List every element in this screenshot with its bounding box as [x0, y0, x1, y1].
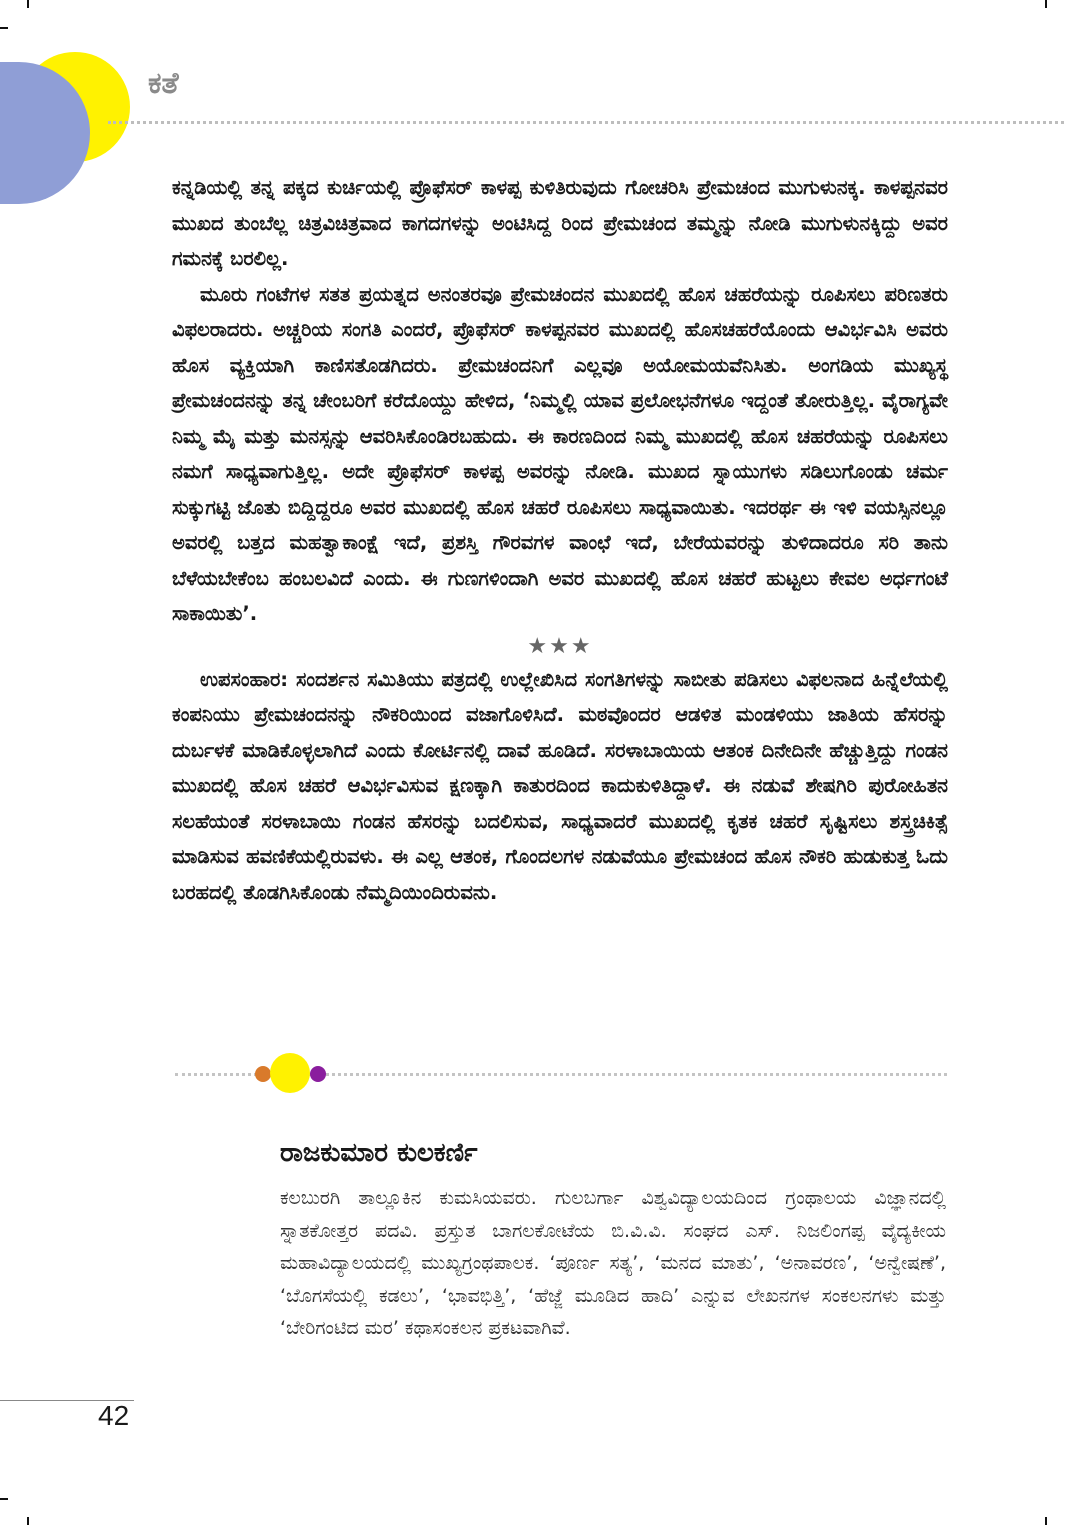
crop-mark	[0, 27, 8, 29]
author-name: ರಾಜಕುಮಾರ ಕುಲಕರ್ಣಿ	[280, 1138, 478, 1168]
crop-mark	[0, 1498, 8, 1500]
header-divider	[108, 121, 1064, 124]
crop-mark	[27, 1517, 29, 1525]
epilogue-paragraph: ಉಪಸಂಹಾರ: ಸಂದರ್ಶನ ಸಮಿತಿಯು ಪತ್ರದಲ್ಲಿ ಉಲ್ಲೇಖಿಸಿದ ಸಂಗತಿಗಳನ್ನು ಸಾಬೀತು ಪಡಿಸಲು ವಿಫಲನಾದ ಹಿನ್ನೆಲೆಯಲ್ಲಿ ಕಂಪನಿಯು ಪ್ರೇಮಚಂದನನ್ನು ನೌಕರಿಯಿಂದ ವಜಾಗೊಳಿಸಿದೆ. ಮಠವೊಂದರ ಆಡಳಿತ ಮಂಡಳಿಯು ಜಾತಿಯ ಹೆಸರನ್ನು ದುರ್ಬಳಕೆ ಮಾಡಿಕೊಳ್ಳಲಾಗಿದೆ ಎಂದು ಕೋರ್ಟಿನಲ್ಲಿ ದಾವೆ ಹೂಡಿದೆ. ಸರಳಾಬಾಯಿಯ ಆತಂಕ ದಿನೇದಿನೇ ಹೆಚ್ಚುತ್ತಿದ್ದು ಗಂಡನ ಮುಖದಲ್ಲಿ ಹೊಸ ಚಹರೆ ಆವಿರ್ಭವಿಸುವ ಕ್ಷಣಕ್ಕಾಗಿ ಕಾತುರದಿಂದ ಕಾದುಕುಳಿತಿದ್ದಾಳೆ. ಈ ನಡುವೆ ಶೇಷಗಿರಿ ಪುರೋಹಿತನ ಸಲಹೆಯಂತೆ ಸರಳಾಬಾಯಿ ಗಂಡನ ಹೆಸರನ್ನು ಬದಲಿಸುವ, ಸಾಧ್ಯವಾದರೆ ಮುಖದಲ್ಲಿ ಕೃತಕ ಚಹರೆ ಸೃಷ್ಟಿಸಲು ಶಸ್ತ್ರಚಿಕಿತ್ಸೆ ಮಾಡಿಸುವ ಹವಣಿಕೆಯಲ್ಲಿರುವಳು. ಈ ಎಲ್ಲ ಆತಂಕ, ಗೊಂದಲಗಳ ನಡುವೆಯೂ ಪ್ರೇಮಚಂದ ಹೊಸ ನೌಕರಿ ಹುಡುಕುತ್ತ ಓದು ಬರಹದಲ್ಲಿ ತೊಡಗಿಸಿಕೊಂಡು ನೆಮ್ಮದಿಯಿಂದಿರುವನು.	[172, 667, 948, 904]
section-break-stars: ★★★	[527, 633, 593, 659]
crop-mark	[1045, 0, 1047, 8]
author-bio: ಕಲಬುರಗಿ ತಾಲ್ಲೂಕಿನ ಕುಮಸಿಯವರು. ಗುಲಬರ್ಗಾ ವಿಶ್ವವಿದ್ಯಾಲಯದಿಂದ ಗ್ರಂಥಾಲಯ ವಿಜ್ಞಾನದಲ್ಲಿ ಸ್ನಾತಕೋತ್ತರ ಪದವಿ. ಪ್ರಸ್ತುತ ಬಾಗಲಕೋಟೆಯ ಬಿ.ವಿ.ವಿ. ಸಂಘದ ಎಸ್. ನಿಜಲಿಂಗಪ್ಪ ವೈದ್ಯಕೀಯ ಮಹಾವಿದ್ಯಾಲಯದಲ್ಲಿ ಮುಖ್ಯಗ್ರಂಥಪಾಲಕ. ‘ಪೂರ್ಣ ಸತ್ಯ’, ‘ಮನದ ಮಾತು’, ‘ಅನಾವರಣ’, ‘ಅನ್ವೇಷಣೆ’, ‘ಬೊಗಸೆಯಲ್ಲಿ ಕಡಲು’, ‘ಭಾವಭಿತ್ತಿ’, ‘ಹೆಜ್ಜೆ ಮೂಡಿದ ಹಾದಿ’ ಎನ್ನುವ ಲೇಖನಗಳ ಸಂಕಲನಗಳು ಮತ್ತು ‘ಬೇರಿಗಂಟಿದ ಮರ’ ಕಥಾಸಂಕಲನ ಪ್ರಕಟವಾಗಿವೆ.	[280, 1187, 946, 1339]
story-paragraph: ಮೂರು ಗಂಟೆಗಳ ಸತತ ಪ್ರಯತ್ನದ ಅನಂತರವೂ ಪ್ರೇಮಚಂದನ ಮುಖದಲ್ಲಿ ಹೊಸ ಚಹರೆಯನ್ನು ರೂಪಿಸಲು ಪರಿಣತರು ವಿಫಲರಾದರು. ಅಚ್ಚರಿಯ ಸಂಗತಿ ಎಂದರೆ, ಪ್ರೊಫೆಸರ್ ಕಾಳಪ್ಪನವರ ಮುಖದಲ್ಲಿ ಹೊಸಚಹರೆಯೊಂದು ಆವಿರ್ಭವಿಸಿ ಅವರು ಹೊಸ ವ್ಯಕ್ತಿಯಾಗಿ ಕಾಣಿಸತೊಡಗಿದರು. ಪ್ರೇಮಚಂದನಿಗೆ ಎಲ್ಲವೂ ಅಯೋಮಯವೆನಿಸಿತು. ಅಂಗಡಿಯ ಮುಖ್ಯಸ್ಥ ಪ್ರೇಮಚಂದನನ್ನು ತನ್ನ ಚೇಂಬರಿಗೆ ಕರೆದೊಯ್ದು ಹೇಳಿದ, ‘ನಿಮ್ಮಲ್ಲಿ ಯಾವ ಪ್ರಲೋಭನೆಗಳೂ ಇದ್ದಂತೆ ತೋರುತ್ತಿಲ್ಲ. ವೈರಾಗ್ಯವೇ ನಿಮ್ಮ ಮೈ ಮತ್ತು ಮನಸ್ಸನ್ನು ಆವರಿಸಿಕೊಂಡಿರಬಹುದು. ಈ ಕಾರಣದಿಂದ ನಿಮ್ಮ ಮುಖದಲ್ಲಿ ಹೊಸ ಚಹರೆಯನ್ನು ರೂಪಿಸಲು ನಮಗೆ ಸಾಧ್ಯವಾಗುತ್ತಿಲ್ಲ. ಅದೇ ಪ್ರೊಫೆಸರ್ ಕಾಳಪ್ಪ ಅವರನ್ನು ನೋಡಿ. ಮುಖದ ಸ್ನಾಯುಗಳು ಸಡಿಲುಗೊಂಡು ಚರ್ಮ ಸುಕ್ಕುಗಟ್ಟಿ ಜೊತು ಬಿದ್ದಿದ್ದರೂ ಅವರ ಮುಖದಲ್ಲಿ ಹೊಸ ಚಹರೆ ರೂಪಿಸಲು ಸಾಧ್ಯವಾಯಿತು. ಇದರರ್ಥ ಈ ಇಳಿ ವಯಸ್ಸಿನಲ್ಲೂ ಅವರಲ್ಲಿ ಬತ್ತದ ಮಹತ್ವಾಕಾಂಕ್ಷೆ ಇದೆ, ಪ್ರಶಸ್ತಿ ಗೌರವಗಳ ವಾಂಛೆ ಇದೆ, ಬೇರೆಯವರನ್ನು ತುಳಿದಾದರೂ ಸರಿ ತಾನು ಬೆಳೆಯಬೇಕೆಂಬ ಹಂಬಲವಿದೆ ಎಂದು. ಈ ಗುಣಗಳಿಂದಾಗಿ ಅವರ ಮುಖದಲ್ಲಿ ಹೊಸ ಚಹರೆ ಹುಟ್ಟಲು ಕೇವಲ ಅರ್ಧಗಂಟೆ ಸಾಕಾಯಿತು’.	[172, 282, 948, 625]
crop-mark	[27, 0, 29, 8]
decorative-purple-dot	[310, 1066, 326, 1082]
crop-mark	[1045, 1517, 1047, 1525]
story-paragraph: ಕನ್ನಡಿಯಲ್ಲಿ ತನ್ನ ಪಕ್ಕದ ಕುರ್ಚಿಯಲ್ಲಿ ಪ್ರೊಫೆಸರ್ ಕಾಳಪ್ಪ ಕುಳಿತಿರುವುದು ಗೋಚರಿಸಿ ಪ್ರೇಮಚಂದ ಮುಗುಳುನಕ್ಕ. ಕಾಳಪ್ಪನವರ ಮುಖದ ತುಂಬೆಲ್ಲ ಚಿತ್ರವಿಚಿತ್ರವಾದ ಕಾಗದಗಳನ್ನು ಅಂಟಿಸಿದ್ದ ರಿಂದ ಪ್ರೇಮಚಂದ ತಮ್ಮನ್ನು ನೋಡಿ ಮುಗುಳುನಕ್ಕಿದ್ದು ಅವರ ಗಮನಕ್ಕೆ ಬರಲಿಲ್ಲ.	[172, 176, 948, 270]
decorative-yellow-dot	[270, 1053, 310, 1093]
section-title: ಕತೆ	[148, 66, 179, 101]
page-number: 42	[98, 1400, 130, 1431]
decorative-orange-dot	[255, 1066, 271, 1082]
story-body	[172, 170, 948, 910]
